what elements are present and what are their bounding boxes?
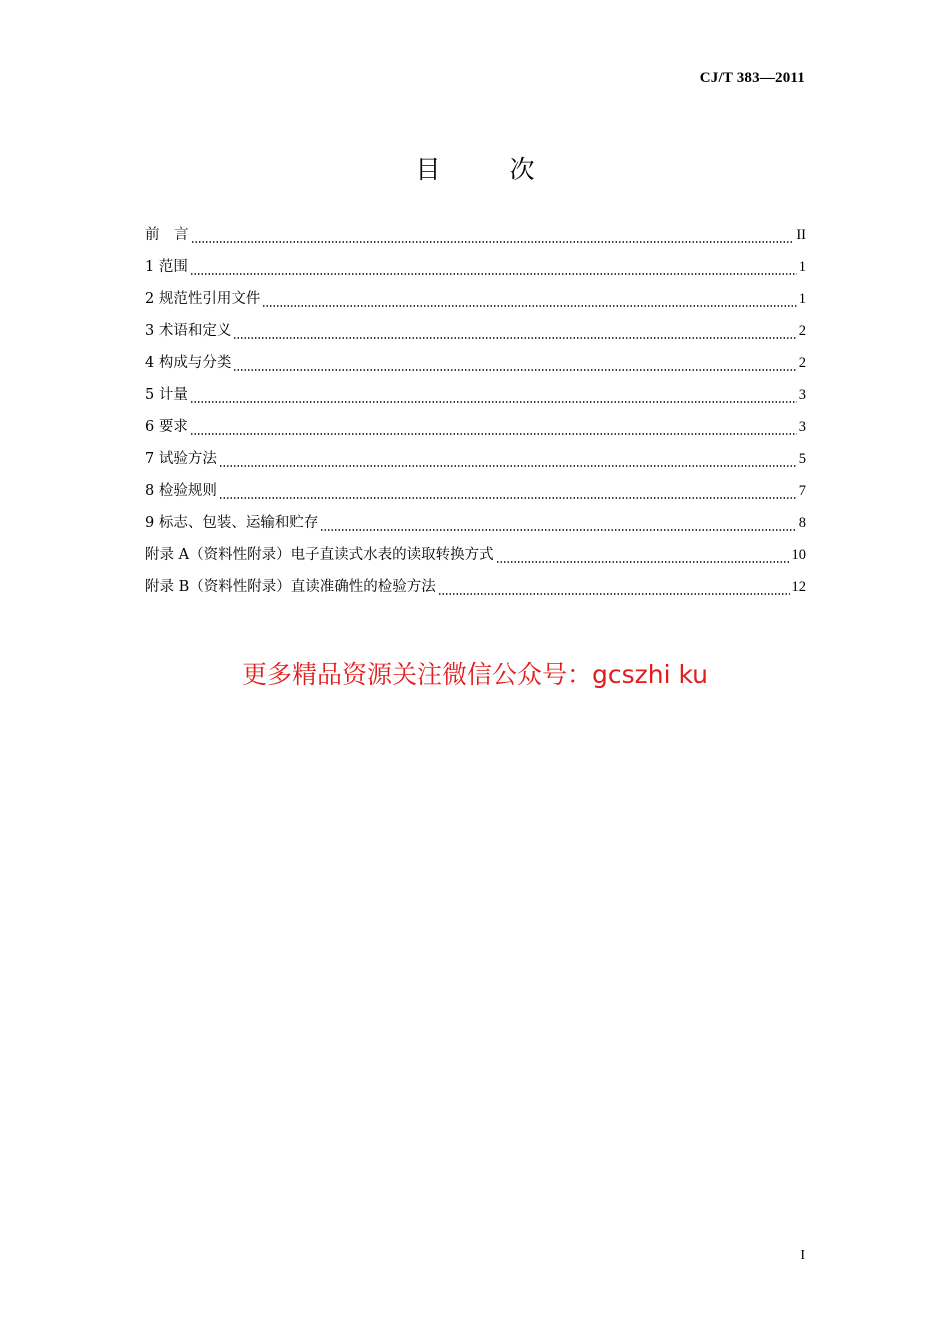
toc-entry-label: 7 试验方法 bbox=[145, 451, 217, 467]
toc-entry-page: 5 bbox=[798, 451, 806, 467]
toc-leader-dots bbox=[219, 497, 797, 499]
toc-entry-page: 1 bbox=[798, 259, 806, 275]
toc-entry-label: 4 构成与分类 bbox=[145, 355, 232, 371]
toc-entry-label: 附录 A（资料性附录）电子直读式水表的读取转换方式 bbox=[145, 547, 494, 563]
toc-entry-page: 12 bbox=[791, 579, 806, 595]
toc-entry-page: 2 bbox=[798, 323, 806, 339]
toc-entry-page: 10 bbox=[791, 547, 806, 563]
toc-entry-terms-definitions[interactable] bbox=[145, 320, 806, 352]
page-number: I bbox=[800, 1248, 805, 1263]
toc-leader-dots bbox=[190, 401, 797, 403]
toc-leader-dots bbox=[191, 241, 795, 243]
toc-leader-dots bbox=[438, 593, 790, 595]
toc-leader-dots bbox=[320, 529, 796, 531]
toc-entry-annex-a[interactable] bbox=[145, 544, 806, 576]
toc-leader-dots bbox=[262, 305, 796, 307]
toc-entry-marking-packaging[interactable] bbox=[145, 512, 806, 544]
toc-title: 目 次 bbox=[415, 155, 557, 184]
toc-leader-dots bbox=[233, 369, 796, 371]
toc-entry-label: 3 术语和定义 bbox=[145, 323, 232, 339]
toc-entry-label: 前 言 bbox=[145, 227, 189, 243]
standard-code: CJ/T 383—2011 bbox=[699, 70, 805, 86]
toc-entry-metrology[interactable] bbox=[145, 384, 806, 416]
toc-entry-label: 9 标志、包装、运输和贮存 bbox=[145, 515, 319, 531]
toc-entry-label: 6 要求 bbox=[145, 419, 188, 435]
toc-entry-page: II bbox=[796, 227, 806, 243]
promo-banner-text: 更多精品资源关注微信公众号：gcszhi ku bbox=[241, 660, 709, 689]
toc-entry-page: 2 bbox=[798, 355, 806, 371]
toc-leader-dots bbox=[233, 337, 796, 339]
toc-entry-page: 8 bbox=[798, 515, 806, 531]
toc-entry-inspection-rules[interactable] bbox=[145, 480, 806, 512]
toc-entry-foreword[interactable] bbox=[145, 224, 806, 256]
toc-entry-scope[interactable] bbox=[145, 256, 806, 288]
toc-entry-page: 3 bbox=[798, 419, 806, 435]
toc-leader-dots bbox=[190, 273, 797, 275]
toc-entry-label: 8 检验规则 bbox=[145, 483, 217, 499]
toc-list bbox=[145, 224, 806, 608]
toc-leader-dots bbox=[219, 465, 797, 467]
toc-entry-label: 5 计量 bbox=[145, 387, 188, 403]
toc-entry-page: 3 bbox=[798, 387, 806, 403]
toc-entry-annex-b[interactable] bbox=[145, 576, 806, 608]
toc-leader-dots bbox=[496, 561, 790, 563]
toc-entry-normative-references[interactable] bbox=[145, 288, 806, 320]
toc-entry-label: 2 规范性引用文件 bbox=[145, 291, 261, 307]
toc-leader-dots bbox=[190, 433, 797, 435]
toc-entry-page: 1 bbox=[798, 291, 806, 307]
toc-entry-label: 1 范围 bbox=[145, 259, 188, 275]
toc-entry-composition-classification[interactable] bbox=[145, 352, 806, 384]
toc-entry-page: 7 bbox=[798, 483, 806, 499]
toc-entry-requirements[interactable] bbox=[145, 416, 806, 448]
toc-entry-test-methods[interactable] bbox=[145, 448, 806, 480]
toc-entry-label: 附录 B（资料性附录）直读准确性的检验方法 bbox=[145, 579, 436, 595]
